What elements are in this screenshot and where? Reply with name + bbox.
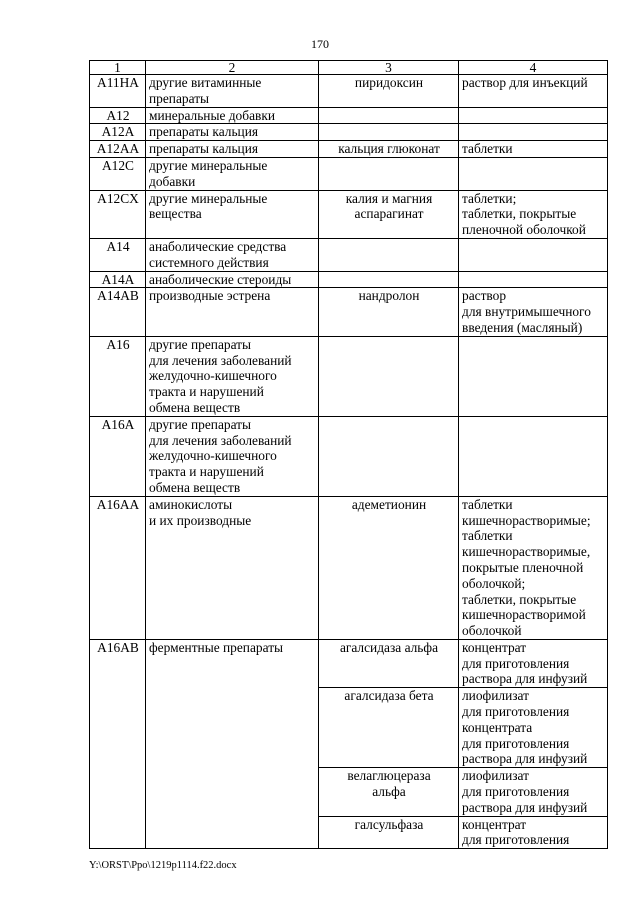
dosage-form-cell: [459, 688, 608, 768]
drug-name-cell: [319, 141, 459, 158]
dosage-form-cell: [459, 271, 608, 288]
atc-code-cell: A16AA: [90, 496, 146, 639]
cell-line: кальция глюконат: [338, 141, 440, 157]
atc-code-cell: A14A: [90, 271, 146, 288]
cell-line: аспарагинат: [354, 206, 424, 222]
dosage-form-cell: [459, 416, 608, 496]
cell-line: раствора для инфузий: [462, 671, 588, 687]
drug-list-table: [89, 60, 608, 849]
atc-code-cell: [90, 816, 146, 849]
drug-name-cell: [319, 107, 459, 124]
cell-line: пленочной оболочкой: [462, 222, 586, 238]
table-row: [90, 688, 608, 768]
cell-line: обмена веществ: [149, 399, 241, 415]
cell-line: желудочно-кишечного: [149, 368, 277, 384]
drug-name-cell: [319, 238, 459, 271]
cell-line: оболочкой: [462, 623, 522, 639]
group-name-cell: [146, 768, 319, 816]
cell-line: концентрат: [462, 639, 527, 655]
atc-code-cell: A14AB: [90, 288, 146, 336]
cell-line: таблетки: [462, 528, 513, 544]
cell-line: другие минеральные: [149, 157, 268, 173]
group-name-cell: [146, 157, 319, 190]
dosage-form-cell: [459, 238, 608, 271]
drug-name-cell: [319, 157, 459, 190]
drug-name-cell: [319, 639, 459, 687]
table-row: [90, 639, 608, 687]
group-name-cell: [146, 190, 319, 238]
table-row: [90, 141, 608, 158]
table-row: [90, 416, 608, 496]
cell-line: для приготовления: [462, 784, 570, 800]
drug-name-cell: [319, 416, 459, 496]
table-row: [90, 271, 608, 288]
group-name-cell: [146, 336, 319, 416]
group-name-cell: [146, 141, 319, 158]
cell-line: введения (масляный): [462, 319, 583, 335]
atc-code-cell: [90, 688, 146, 768]
cell-line: добавки: [149, 173, 196, 189]
drug-name-cell: [319, 496, 459, 639]
cell-line: пиридоксин: [354, 75, 424, 90]
cell-line: ферментные препараты: [149, 639, 284, 655]
footer-file-path: Y:\ORST\Ppo\1219p1114.f22.docx: [89, 860, 237, 871]
table-row: [90, 816, 608, 849]
cell-line: другие витаминные: [149, 75, 262, 90]
dosage-form-cell: [459, 107, 608, 124]
drug-name-cell: [319, 75, 459, 108]
column-header: 1: [90, 61, 146, 75]
atc-code-cell: A16A: [90, 416, 146, 496]
cell-line: обмена веществ: [149, 479, 241, 495]
group-name-cell: [146, 75, 319, 108]
cell-line: другие препараты: [149, 336, 252, 352]
dosage-form-cell: [459, 288, 608, 336]
drug-name-cell: [319, 768, 459, 816]
dosage-form-cell: [459, 639, 608, 687]
cell-line: кишечнорастворимые;: [462, 512, 591, 528]
drug-name-cell: [319, 190, 459, 238]
cell-line: для приготовления: [462, 735, 570, 751]
group-name-cell: [146, 688, 319, 768]
cell-line: кишечнорастворимой: [462, 607, 586, 623]
table-header-row: [90, 61, 608, 75]
drug-name-cell: [319, 688, 459, 768]
cell-line: тракта и нарушений: [149, 464, 264, 480]
cell-line: таблетки;: [462, 190, 517, 206]
atc-code-cell: A14: [90, 238, 146, 271]
cell-line: тракта и нарушений: [149, 384, 264, 400]
table-row: [90, 768, 608, 816]
dosage-form-cell: [459, 768, 608, 816]
cell-line: раствора для инфузий: [462, 751, 588, 767]
table-row: [90, 238, 608, 271]
cell-line: концентрат: [462, 816, 527, 832]
table-row: [90, 75, 608, 108]
atc-code-cell: A12C: [90, 157, 146, 190]
table-row: [90, 124, 608, 141]
cell-line: производные эстрена: [149, 288, 271, 304]
atc-code-cell: A11HA: [90, 75, 146, 108]
cell-line: таблетки: [462, 141, 513, 157]
cell-line: другие препараты: [149, 416, 252, 432]
cell-line: для лечения заболеваний: [149, 432, 292, 448]
cell-line: и их производные: [149, 512, 252, 528]
dosage-form-cell: [459, 75, 608, 108]
table-row: [90, 107, 608, 124]
cell-line: альфа: [372, 784, 406, 800]
cell-line: желудочно-кишечного: [149, 448, 277, 464]
group-name-cell: [146, 416, 319, 496]
cell-line: агалсидаза альфа: [339, 639, 439, 655]
cell-line: раствор: [462, 288, 507, 304]
cell-line: системного действия: [149, 254, 269, 270]
cell-line: лиофилизат: [462, 768, 529, 784]
column-header: 3: [319, 61, 459, 75]
dosage-form-cell: [459, 157, 608, 190]
column-header: 2: [146, 61, 319, 75]
atc-code-cell: A12: [90, 107, 146, 124]
group-name-cell: [146, 288, 319, 336]
dosage-form-cell: [459, 816, 608, 849]
group-name-cell: [146, 639, 319, 687]
table-row: [90, 157, 608, 190]
atc-code-cell: A12A: [90, 124, 146, 141]
cell-line: велаглюцераза: [347, 768, 431, 784]
cell-line: вещества: [149, 206, 202, 222]
atc-code-cell: A12AA: [90, 141, 146, 158]
cell-line: кишечнорастворимые,: [462, 544, 591, 560]
cell-line: анаболические стероиды: [149, 271, 292, 287]
cell-line: галсульфаза: [354, 816, 424, 832]
cell-line: агалсидаза бета: [344, 688, 434, 704]
cell-line: калия и магния: [345, 190, 433, 206]
cell-line: адеметионин: [351, 496, 427, 512]
cell-line: концентрата: [462, 719, 533, 735]
group-name-cell: [146, 238, 319, 271]
atc-code-cell: A16: [90, 336, 146, 416]
cell-line: таблетки: [462, 496, 513, 512]
cell-line: препараты: [149, 90, 210, 106]
dosage-form-cell: [459, 141, 608, 158]
atc-code-cell: A12CX: [90, 190, 146, 238]
cell-line: таблетки, покрытые: [462, 591, 577, 607]
cell-line: препараты кальция: [149, 141, 259, 157]
cell-line: минеральные добавки: [149, 107, 276, 123]
cell-line: оболочкой;: [462, 575, 526, 591]
drug-name-cell: [319, 271, 459, 288]
group-name-cell: [146, 496, 319, 639]
atc-code-cell: [90, 768, 146, 816]
cell-line: препараты кальция: [149, 124, 259, 140]
cell-line: раствора для инфузий: [462, 799, 588, 815]
cell-line: для внутримышечного: [462, 304, 591, 320]
group-name-cell: [146, 124, 319, 141]
dosage-form-cell: [459, 190, 608, 238]
dosage-form-cell: [459, 336, 608, 416]
cell-line: другие минеральные: [149, 190, 268, 206]
drug-name-cell: [319, 288, 459, 336]
table-row: [90, 496, 608, 639]
cell-line: для приготовления: [462, 704, 570, 720]
cell-line: покрытые пленочной: [462, 559, 584, 575]
group-name-cell: [146, 816, 319, 849]
drug-name-cell: [319, 124, 459, 141]
page-number: 170: [311, 37, 329, 51]
group-name-cell: [146, 107, 319, 124]
atc-code-cell: A16AB: [90, 639, 146, 687]
drug-name-cell: [319, 336, 459, 416]
cell-line: для приготовления: [462, 832, 570, 848]
cell-line: таблетки, покрытые: [462, 206, 577, 222]
cell-line: нандролон: [358, 288, 420, 304]
table-row: [90, 190, 608, 238]
cell-line: аминокислоты: [149, 496, 233, 512]
cell-line: анаболические средства: [149, 238, 287, 254]
cell-line: раствор для инъекций: [462, 75, 588, 90]
cell-line: для приготовления: [462, 655, 570, 671]
column-header: 4: [459, 61, 608, 75]
dosage-form-cell: [459, 124, 608, 141]
cell-line: для лечения заболеваний: [149, 352, 292, 368]
table-row: [90, 288, 608, 336]
cell-line: лиофилизат: [462, 688, 529, 704]
dosage-form-cell: [459, 496, 608, 639]
group-name-cell: [146, 271, 319, 288]
drug-name-cell: [319, 816, 459, 849]
table-row: [90, 336, 608, 416]
